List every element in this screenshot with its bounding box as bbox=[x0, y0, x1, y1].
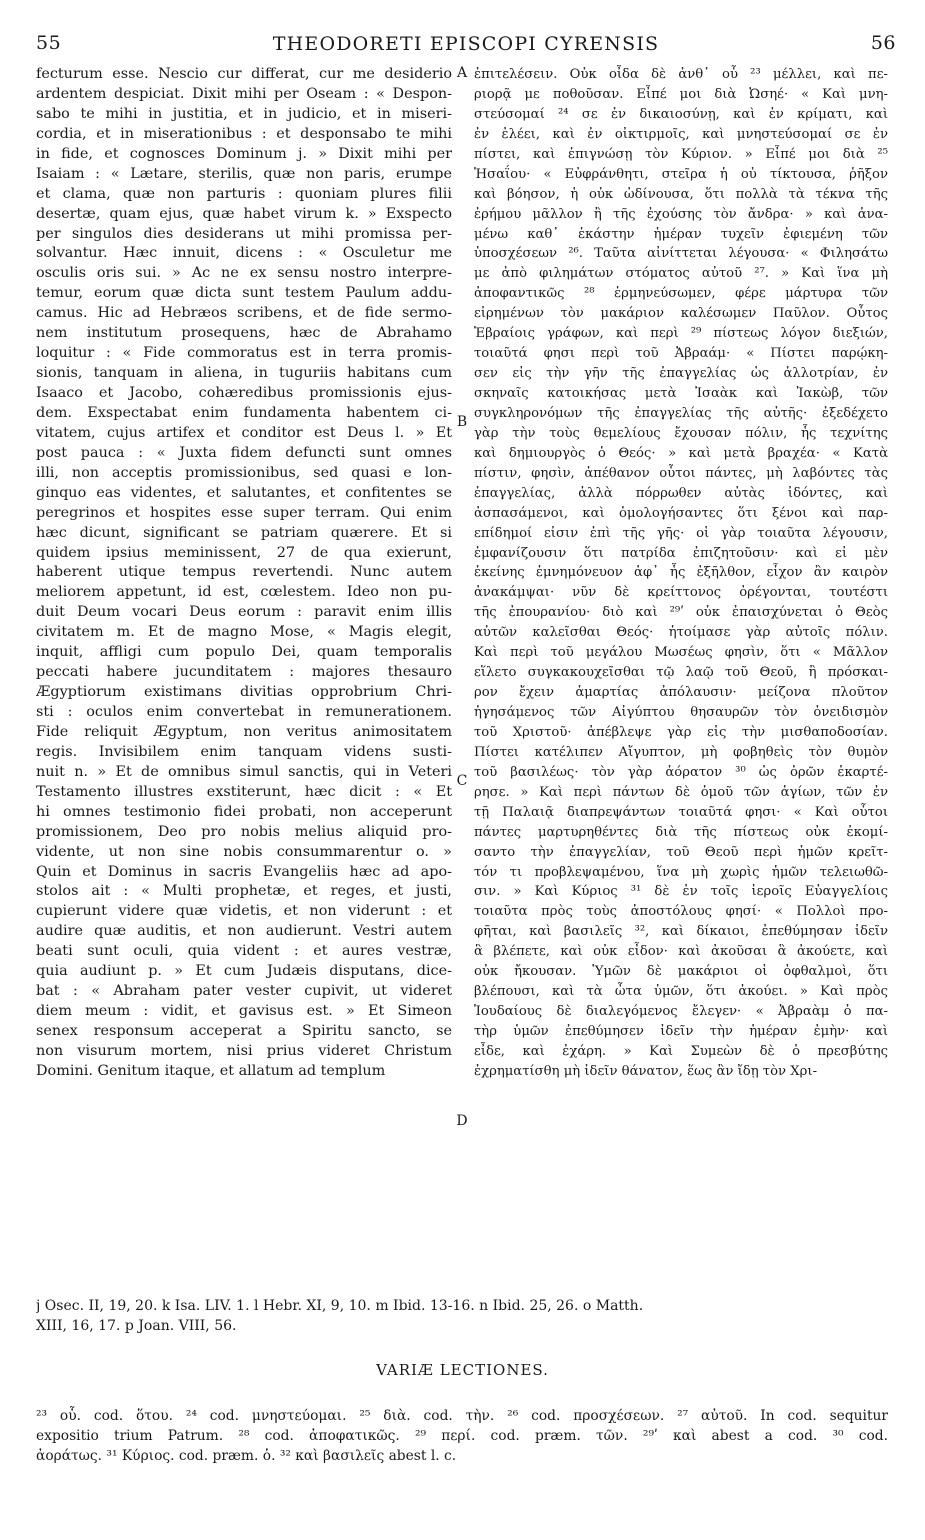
greek-text-line: τὴρ ὑμῶν ἐπεθύμησεν ἰδεῖν τὴν ἡμέραν ἐμὴν· καὶ bbox=[474, 1024, 888, 1039]
greek-text-line: ἀποφαντικῶς ²⁸ ἑρμηνεύσωμεν, φέρε μάρτυρα τῶν bbox=[474, 286, 888, 302]
greek-text-line: σαντο τὴν ἐπαγγελίαν, τοῦ Θεοῦ περὶ ἡμῶν κρεῖτ- bbox=[474, 844, 888, 860]
greek-text-line: εἵλετο συγκακουχεῖσθαι τῷ λαῷ τοῦ Θεοῦ, ἢ πρόσκαι- bbox=[474, 665, 888, 681]
latin-text-line: senex responsum acceperat a Spiritu sancto, se bbox=[36, 1023, 452, 1039]
latin-text-line: dem. Exspectabat enim fundamenta habentem ci- bbox=[36, 404, 452, 421]
greek-text-line: φῆται, καὶ βασιλεῖς ³², καὶ δίκαιοι, ἐπεθύμησαν ἰδεῖν bbox=[474, 924, 888, 940]
latin-text-line: cupierunt videre quæ videtis, et non viderunt : et bbox=[36, 903, 452, 920]
greek-text-line: ὑποσχέσεων ²⁶. Ταῦτα αἰνίττεται λέγουσα· « Φιλησάτω bbox=[474, 246, 888, 262]
greek-text-line: σιν. » Καὶ Κύριος ³¹ δὲ ἐν τοῖς ἱεροῖς Εὐαγγελίοις bbox=[474, 884, 888, 900]
latin-text-line: duit Deum vocari Deus eorum : paravit enim illis bbox=[36, 604, 452, 621]
footnotes bbox=[36, 1296, 888, 1336]
greek-text-line: ἐχρηματίσθη μὴ ἰδεῖν θάνατον, ἕως ἂν ἴδῃ τὸν Χρι- bbox=[474, 1063, 818, 1079]
greek-text-line: μένω καθ᾽ ἑκάστην ἡμέραν τυχεῖν ἐφιεμένη τῶν bbox=[474, 226, 888, 242]
latin-text-line: bat : « Abraham pater vester cupivit, ut videret bbox=[36, 983, 452, 1000]
greek-text-line: πάντες μαρτυρηθέντες διὰ τῆς πίστεως οὐκ ἐκομί- bbox=[474, 824, 888, 840]
running-title: THEODORETI EPISCOPI CYRENSIS bbox=[272, 33, 660, 55]
latin-text-line: temur, eorum quæ dicta sunt testem Paulum addu- bbox=[36, 285, 452, 302]
greek-text-line: ἃ βλέπετε, καὶ οὐκ εἶδον· καὶ ἀκοῦσαι ἃ ἀκούετε, καὶ bbox=[474, 944, 888, 960]
latin-text-line: regis. Invisibilem enim tanquam videns susti- bbox=[36, 743, 452, 760]
greek-text-line: ρησε. » Καὶ περὶ πάντων δὲ ὁμοῦ τῶν ἁγίων, τῶν ἐν bbox=[474, 784, 888, 800]
footnote-line: XIII, 16, 17. p Joan. VIII, 56. bbox=[36, 1318, 237, 1334]
latin-text-line: Ægyptiorum existimans divitias opprobrium Chri- bbox=[36, 684, 452, 701]
greek-text-line: ἡγησάμενος τῶν Αἰγύπτου θησαυρῶν τὸν ὀνειδισμὸν bbox=[474, 705, 888, 720]
latin-text-line: audire quæ auditis, et non audierunt. Vestri autem bbox=[36, 923, 452, 940]
variant-reading-line: expositio trium Patrum. ²⁸ cod. ἀποφατικῶς. ²⁹ περί. cod. præm. τῶν. ²⁹ʹ καὶ abest a cod. ³⁰ cod. bbox=[36, 1428, 888, 1444]
latin-text-line: diem meum : vidit, et gavisus est. » Et Simeon bbox=[36, 1003, 452, 1020]
greek-text-line: τοῦ βασιλέως· τὸν γὰρ ἀόρατον ³⁰ ὡς ὁρῶν ἐκαρτέ- bbox=[474, 764, 888, 780]
greek-text-line: ἀνακάμψαι· νῦν δὲ κρείττονος ὀρέγονται, τουτέστι bbox=[474, 585, 888, 601]
variae-lectiones-title: VARIÆ LECTIONES. bbox=[376, 1361, 549, 1379]
variant-reading-line: ²³ οὗ. cod. ὅτου. ²⁴ cod. μνηστεύομαι. ²⁵ διὰ. cod. τὴν. ²⁶ cod. προσχέσεων. ²⁷ αὐτοῦ. In cod. sequitur bbox=[36, 1408, 888, 1424]
margin-letter-c: C bbox=[456, 773, 468, 789]
greek-text-line: τοιαῦτά φησι περὶ τοῦ Ἀβραάμ· « Πίστει παρῴκη- bbox=[474, 346, 888, 362]
greek-text-line: καὶ δημιουργὸς ὁ Θεός· » καὶ μετὰ βραχέα· « Κατὰ bbox=[474, 445, 888, 461]
greek-text-line: Ἰουδαίους δὲ διαλεγόμενος ἔλεγεν· « Ἀβραὰμ ὁ πα- bbox=[474, 1004, 888, 1020]
latin-text-line: et clama, quæ non parturis : quoniam plures filii bbox=[36, 185, 452, 202]
footnote-line: j Osec. II, 19, 20. k Isa. LIV. 1. l Hebr. XI, 9, 10. m Ibid. 13-16. n Ibid. 25, 26. o Matth. bbox=[36, 1298, 644, 1314]
greek-text-line: ἐμφανίζουσιν ὅτι πατρίδα ἐπιζητοῦσιν· καὶ εἰ μὲν bbox=[474, 545, 888, 561]
greek-text-line: τῆς ἐπουρανίου· διὸ καὶ ²⁹ʹ οὐκ ἐπαισχύνεται ὁ Θεὸς bbox=[474, 605, 888, 621]
latin-column bbox=[36, 65, 452, 1082]
latin-text-line: cordia, et in miserationibus : et desponsabo te mihi bbox=[36, 125, 452, 142]
latin-text-line: haberent utique tempus revertendi. Nunc autem bbox=[36, 564, 452, 581]
greek-text-line: τόν τι προβλεψαμένου, ἵνα μὴ χωρὶς ἡμῶν τελειωθῶ- bbox=[474, 864, 888, 880]
latin-text-line: inquit, affligi cum populo Dei, quam temporalis bbox=[36, 644, 452, 661]
latin-text-line: ardentem despiciat. Dixit mihi per Oseam : « Despon- bbox=[36, 85, 452, 102]
latin-text-line: hi omnes testimonio fidei probati, non acceperunt bbox=[36, 803, 452, 820]
margin-letter-a: A bbox=[456, 65, 468, 81]
greek-text-line: πίστει, καὶ ἐπιγνώσῃ τὸν Κύριον. » Εἶπέ μοι διὰ ²⁵ bbox=[474, 146, 888, 162]
greek-text-line: Πίστει κατέλιπεν Αἴγυπτον, μὴ φοβηθεὶς τὸν θυμὸν bbox=[474, 744, 888, 760]
greek-text-line: εἰρημένων τὸν μακάριον καλέσωμεν Παῦλον. Οὗτος bbox=[474, 306, 888, 322]
right-page-number: 56 bbox=[870, 32, 896, 54]
latin-text-line: illi, non acceptis promissionibus, sed quasi e lon- bbox=[36, 464, 452, 481]
latin-text-line: quia audiunt p. » Et cum Judæis disputans, dice- bbox=[36, 963, 452, 980]
greek-text-line: πίστιν, φησὶν, ἀπέθανον οὗτοι πάντες, μὴ λαβόντες τὰς bbox=[474, 465, 888, 481]
latin-text-line: Fide reliquit Ægyptum, non veritus animositatem bbox=[36, 723, 452, 740]
greek-text-line: ἐρήμου μᾶλλον ἢ τῆς ἐχούσης τὸν ἄνδρα· » καὶ ἀνα- bbox=[474, 206, 888, 222]
greek-text-line: ριορᾷ με ποθοῦσαν. Εἶπέ μοι διὰ Ὠσηέ· « Καὶ μνη- bbox=[474, 86, 888, 102]
latin-text-line: osculis oris sui. » Ac ne ex sensu nostro interpre- bbox=[36, 265, 452, 282]
greek-text-line: τοῦ Χριστοῦ· ἀπέβλεψε γὰρ εἰς τὴν μισθαποδοσίαν. bbox=[474, 724, 888, 740]
latin-text-line: Domini. Genitum itaque, et allatum ad templum bbox=[36, 1062, 386, 1079]
latin-text-line: fecturum esse. Nescio cur differat, cur me desiderio bbox=[36, 66, 452, 82]
greek-text-line: ἐκείνης ἐμνημόνευον ἀφ᾽ ἧς ἐξῆλθον, εἶχον ἂν καιρὸν bbox=[474, 565, 888, 581]
latin-text-line: Quin et Dominus in sacris Evangeliis hæc ad apo- bbox=[36, 863, 452, 880]
latin-text-line: hæc dicunt, significant se patriam quærere. Et si bbox=[36, 524, 452, 541]
latin-text-line: post pauca : « Juxta fidem defuncti sunt omnes bbox=[36, 444, 452, 461]
margin-letter-d: D bbox=[456, 1113, 468, 1129]
left-page-number: 55 bbox=[36, 32, 62, 54]
greek-text-line: τῇ Παλαιᾷ διαπρεψάντων τοιαῦτά φησι· « Καὶ οὗτοι bbox=[474, 804, 888, 820]
latin-text-line: peregrinos et hospites esse super terram. Qui enim bbox=[36, 504, 452, 521]
latin-text-line: Isaiam : « Lætare, sterilis, quæ non paris, erumpe bbox=[36, 165, 452, 182]
greek-text-line: ἐν ἐλέει, καὶ ἐν οἰκτιρμοῖς, καὶ μνηστεύσομαί σε ἐν bbox=[474, 126, 888, 142]
latin-text-line: Testamento illustres exstiterunt, hæc dicit : « Et bbox=[36, 783, 452, 800]
latin-text-line: vitatem, cujus artifex et conditor est Deus l. » Et bbox=[36, 424, 452, 441]
greek-text-line: συγκληρονόμων τῆς ἐπαγγελίας τῆς αὐτῆς· ἐξεδέχετο bbox=[474, 405, 888, 421]
latin-text-line: civitatem m. Et de magno Mose, « Magis elegit, bbox=[36, 624, 452, 641]
latin-text-line: peccati habere jucunditatem : majores thesauro bbox=[36, 664, 452, 681]
latin-text-line: vidente, ut non sine nobis consummarentur o. » bbox=[36, 843, 452, 860]
latin-text-line: non visurum mortem, nisi prius videret Christum bbox=[36, 1042, 452, 1059]
greek-text-line: στεύσομαί ²⁴ σε ἐν δικαιοσύνῃ, καὶ ἐν κρίματι, καὶ bbox=[474, 106, 888, 122]
greek-text-line: Καὶ περὶ τοῦ μεγάλου Μωσέως φησὶν, ὅτι « Μᾶλλον bbox=[474, 645, 888, 661]
greek-text-line: ἐπιτελέσειν. Οὐκ οἶδα δὲ ἀνθ᾽ οὗ ²³ μέλλει, καὶ πε- bbox=[474, 67, 888, 82]
latin-text-line: sti : oculos enim convertebat in remunerationem. bbox=[36, 704, 452, 720]
greek-text-line: Ἡσαΐου· « Εὐφράνθητι, στεῖρα ἡ οὐ τίκτουσα, ῥῆξον bbox=[474, 166, 888, 182]
latin-text-line: ginquo eas videntes, et salutantes, et confitentes se bbox=[36, 484, 452, 501]
greek-text-line: επίδημοί εἰσιν ἐπὶ τῆς γῆς· οἱ γὰρ τοιαῦτα λέγουσιν, bbox=[474, 525, 888, 541]
latin-text-line: in fide, et cognosces Dominum j. » Dixit mihi per bbox=[36, 145, 452, 162]
greek-text-line: σεν εἰς τὴν γῆν τῆς ἐπαγγελίας ὡς ἀλλοτρίαν, ἐν bbox=[474, 366, 888, 382]
latin-text-line: promissionem, Deo pro nobis melius aliquid pro- bbox=[36, 823, 452, 840]
latin-text-line: sionis, tanquam in aliena, in tuguriis habitans cum bbox=[36, 365, 452, 382]
latin-text-line: meliorem appetunt, id est, cœlestem. Ideo non pu- bbox=[36, 584, 452, 601]
greek-text-line: οὐκ ἤκουσαν. Ὑμῶν δὲ μακάριοι οἱ ὀφθαλμοὶ, ὅτι bbox=[474, 964, 888, 980]
latin-text-line: loquitur : « Fide commoratus est in terra promis- bbox=[36, 345, 452, 362]
running-header bbox=[36, 32, 896, 62]
greek-text-line: ἐπαγγελίας, ἀλλὰ πόρρωθεν αὐτὰς ἰδόντες, καὶ bbox=[474, 485, 888, 501]
latin-text-line: stolos ait : « Multi prophetæ, et reges, et justi, bbox=[36, 883, 452, 900]
variae-lectiones bbox=[36, 1406, 888, 1466]
latin-text-line: per singulos dies desiderans ut mihi promissa per- bbox=[36, 225, 452, 242]
greek-column bbox=[474, 65, 888, 1082]
latin-text-line: solvantur. Hæc innuit, dicens : « Osculetur me bbox=[36, 245, 452, 262]
latin-text-line: beati sunt oculi, quia vident : et aures vestræ, bbox=[36, 943, 452, 960]
variant-reading-line: ἀοράτως. ³¹ Κύριος. cod. præm. ὁ. ³² καὶ βασιλεῖς abest l. c. bbox=[36, 1448, 457, 1464]
greek-text-line: Ἑβραίοις γράφων, καὶ περὶ ²⁹ πίστεως λόγον διεξιών, bbox=[474, 326, 888, 342]
greek-text-line: γὰρ τὴν τοὺς θεμελίους ἔχουσαν πόλιν, ἧς τεχνίτης bbox=[474, 425, 888, 441]
greek-text-line: βλέπουσι, καὶ τὰ ὦτα ὑμῶν, ὅτι ἀκούει. » Καὶ πρὸς bbox=[474, 984, 888, 1000]
latin-text-line: desertæ, quam ejus, quæ habet virum k. » Exspecto bbox=[36, 205, 452, 222]
greek-text-line: καὶ βόησον, ἡ οὐκ ὠδίνουσα, ὅτι πολλὰ τὰ τέκνα τῆς bbox=[474, 186, 888, 202]
latin-text-line: nem institutum prosequens, hæc de Abrahamo bbox=[36, 325, 452, 342]
greek-text-line: σκηναῖς κατοικήσας μετὰ Ἰσαὰκ καὶ Ἰακὼβ, τῶν bbox=[474, 386, 888, 401]
greek-text-line: αὐτῶν καλεῖσθαι Θεός· ἡτοίμασε γὰρ αὐτοῖς πόλιν. bbox=[474, 625, 888, 641]
latin-text-line: camus. Hic ad Hebræos scribens, et de fide sermo- bbox=[36, 305, 452, 322]
margin-letter-b: B bbox=[456, 414, 468, 430]
latin-text-line: sabo te mihi in justitia, et in judicio, et in miseri- bbox=[36, 105, 452, 122]
latin-text-line: Isaaco et Jacobo, cohæredibus promissionis ejus- bbox=[36, 385, 452, 401]
greek-text-line: ρον ἔχειν ἁμαρτίας ἀπόλαυσιν· μείζονα πλοῦτον bbox=[474, 685, 888, 701]
greek-text-line: ἀσπασάμενοι, καὶ ὁμολογήσαντες ὅτι ξένοι καὶ παρ- bbox=[474, 505, 888, 521]
latin-text-line: nuit n. » Et de omnibus simul sanctis, qui in Veteri bbox=[36, 763, 452, 780]
greek-text-line: εἶδε, καὶ ἐχάρη. » Καὶ Συμεὼν δὲ ὁ πρεσβύτης bbox=[474, 1043, 888, 1059]
latin-text-line: quidem ipsius meminissent, 27 de qua exierunt, bbox=[36, 544, 452, 561]
greek-text-line: με ἀπὸ φιλημάτων στόματος αὐτοῦ ²⁷. » Καὶ ἵνα μὴ bbox=[474, 266, 888, 282]
greek-text-line: τοιαῦτα πρὸς τοὺς ἀποστόλους φησί· « Πολλοὶ προ- bbox=[474, 904, 888, 920]
